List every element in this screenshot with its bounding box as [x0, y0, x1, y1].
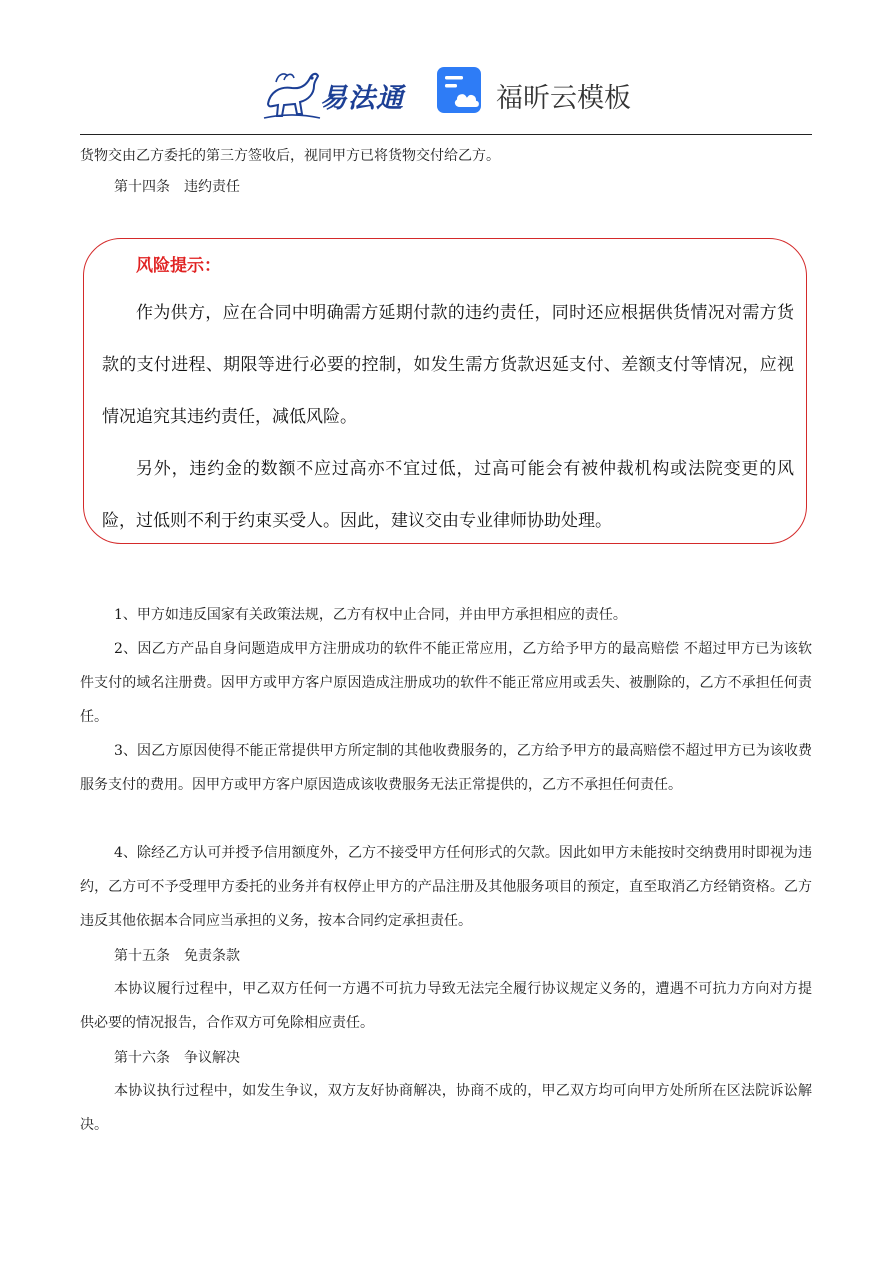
carryover-line: 货物交由乙方委托的第三方签收后，视同甲方已将货物交付给乙方。	[80, 148, 500, 164]
clause-2: 2、因乙方产品自身问题造成甲方注册成功的软件不能正常应用，乙方给予甲方的最高赔偿 不超过甲方已为该软件支付的域名注册费。因甲方或甲方客户原因造成注册成功的软件不能正常应用或丢失、被删除的，乙方不承担任何责任。	[80, 641, 812, 725]
risk-notice-paragraph-2: 另外，违约金的数额不应过高亦不宜过低，过高可能会有被仲裁机构或法院变更的风险，过低则不利于约束买受人。因此，建议交由专业律师协助处理。	[102, 459, 794, 531]
clause-1: 1、甲方如违反国家有关政策法规，乙方有权中止合同，并由甲方承担相应的责任。	[114, 607, 627, 623]
risk-notice-title: 风险提示：	[136, 256, 221, 276]
header-divider	[80, 134, 812, 135]
clause-4: 4、除经乙方认可并授予信用额度外，乙方不接受甲方任何形式的欠款。因此如甲方未能按时交纳费用时即视为违约，乙方可不予受理甲方委托的业务并有权停止甲方的产品注册及其他服务项目的预定，直至取消乙方经销资格。乙方违反其他依据本合同应当承担的义务，按本合同约定承担责任。	[80, 845, 812, 929]
risk-notice-box	[83, 238, 807, 544]
yifatong-logo-text: 易法通	[320, 83, 404, 114]
page-header	[262, 60, 642, 126]
article-15-text: 本协议履行过程中，甲乙双方任何一方遇不可抗力导致无法完全履行协议规定义务的，遭遇不可抗力方向对方提供必要的情况报告，合作双方可免除相应责任。	[80, 981, 812, 1031]
article-14-heading: 第十四条 违约责任	[114, 179, 240, 195]
clause-3: 3、因乙方原因使得不能正常提供甲方所定制的其他收费服务的，乙方给予甲方的最高赔偿不超过甲方已为该收费服务支付的费用。因甲方或甲方客户原因造成该收费服务无法正常提供的，乙方不承担任何责任。	[80, 743, 812, 793]
article-15-heading: 第十五条 免责条款	[114, 948, 240, 964]
yifatong-logo	[262, 64, 412, 122]
article-16-text: 本协议执行过程中，如发生争议，双方友好协商解决，协商不成的，甲乙双方均可向甲方处所所在区法院诉讼解决。	[80, 1083, 812, 1133]
qilin-icon	[262, 64, 322, 122]
fuxin-logo-text: 福昕云模板	[496, 83, 631, 114]
risk-notice-paragraph-1: 作为供方，应在合同中明确需方延期付款的违约责任，同时还应根据供货情况对需方货款的支付进程、期限等进行必要的控制，如发生需方货款迟延支付、差额支付等情况，应视情况追究其违约责任，减低风险。	[102, 303, 794, 427]
article-16-heading: 第十六条 争议解决	[114, 1050, 240, 1066]
cloud-document-icon	[436, 66, 486, 116]
fuxin-logo	[436, 64, 636, 122]
